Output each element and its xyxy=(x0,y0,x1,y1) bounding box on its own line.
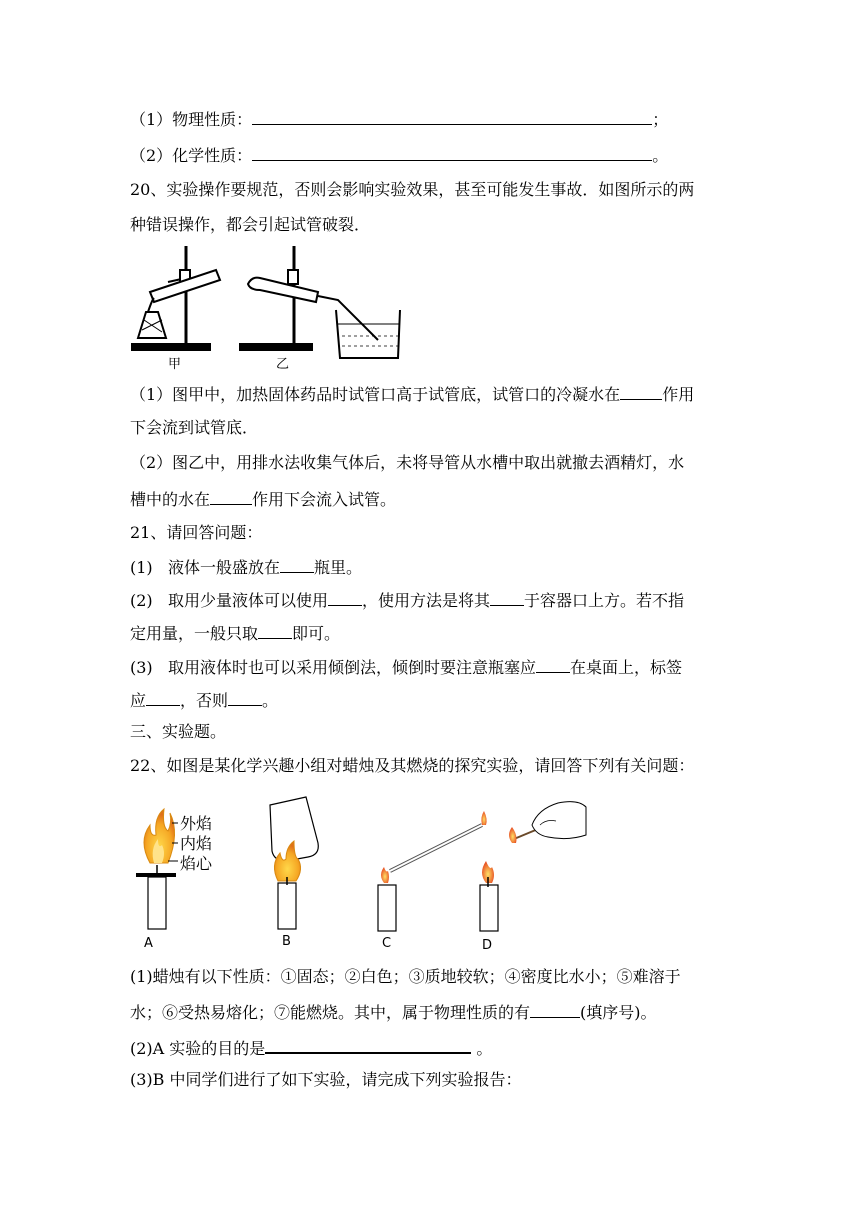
q22-intro: 22、如图是某化学兴趣小组对蜡烛及其燃烧的探究实验，请回答下列有关问题： xyxy=(130,756,695,775)
q20-p2-line-1: （2）图乙中，用排水法收集气体后，未将导管从水槽中取出就撤去酒精灯，水 xyxy=(130,453,685,472)
q20-intro-line-1: 20、实验操作要规范，否则会影响实验效果，甚至可能发生事故．如图所示的两 xyxy=(130,180,695,199)
q21-item-3-text-d: ，否则 xyxy=(180,691,229,710)
q22-p3-line: (3)B 中同学们进行了如下实验，请完成下列实验报告： xyxy=(130,1070,522,1089)
label-d: D xyxy=(482,938,493,953)
label-b: B xyxy=(282,934,291,949)
q22-p1-line-2 xyxy=(130,1001,657,1023)
q21-item-2-line-1 xyxy=(130,589,684,611)
q21-item-3-text-a: 取用液体时也可以采用倾倒法，倾倒时要注意瓶塞应 xyxy=(168,658,537,677)
q21-item-2-line-2 xyxy=(130,622,340,644)
q21-item-3-text-b: 在桌面上，标签 xyxy=(570,658,683,677)
label-a: A xyxy=(144,936,153,951)
q21-item-1 xyxy=(130,556,362,578)
q21-item-3-text-e: 。 xyxy=(262,691,279,710)
candle-a xyxy=(136,809,178,929)
label-outer-flame: 外焰 xyxy=(180,814,213,833)
q20-p2-text-b: 槽中的水在 xyxy=(130,490,211,509)
q22-p1-text-c: (填序号)。 xyxy=(580,1003,657,1022)
q20-p1-blank[interactable] xyxy=(620,383,662,400)
q21-item-2-text-e: 即可。 xyxy=(292,624,341,643)
q19-chemical-line xyxy=(130,144,668,166)
q21-item-3-num: (3) xyxy=(130,658,153,677)
q20-p1-text-a: （1）图甲中，加热固体药品时试管口高于试管底，试管口的冷凝水在 xyxy=(130,385,621,404)
candle-d xyxy=(480,802,586,931)
fig-label-jia: 甲 xyxy=(168,357,182,372)
q20-p1-text-b: 作用 xyxy=(662,385,695,404)
q22-p2-text-b: 。 xyxy=(471,1039,493,1058)
q19-physical-blank[interactable] xyxy=(252,108,652,125)
q22-p1-text-b: 水；⑥受热易熔化；⑦能燃烧。其中，属于物理性质的有 xyxy=(130,1003,531,1022)
q21-item-3-blank-1[interactable] xyxy=(536,656,570,673)
q21-title: 21、请回答问题： xyxy=(130,523,263,542)
q21-item-2-text-d: 定用量，一般只取 xyxy=(130,624,259,643)
q21-item-2-blank-2[interactable] xyxy=(490,589,524,606)
q22-p2-blank[interactable] xyxy=(265,1036,471,1054)
q21-item-2-blank-1[interactable] xyxy=(328,589,362,606)
q20-intro-line-2: 种错误操作，都会引起试管破裂． xyxy=(130,215,371,234)
q21-item-2-text-b: ，使用方法是将其 xyxy=(362,591,491,610)
q21-item-3-line-1 xyxy=(130,656,682,678)
q19-chemical-end: 。 xyxy=(652,146,669,165)
q20-p1-line-2: 下会流到试管底． xyxy=(130,418,259,437)
q19-physical-line xyxy=(130,108,668,130)
q21-item-3-blank-3[interactable] xyxy=(228,689,262,706)
q22-p2-text-a: (2)A 实验的目的是 xyxy=(130,1039,266,1058)
q21-item-3-line-2 xyxy=(130,689,278,711)
q21-item-2-blank-3[interactable] xyxy=(258,622,292,639)
label-c: C xyxy=(382,936,392,951)
q21-item-2-text-a: 取用少量液体可以使用 xyxy=(168,591,329,610)
candle-c xyxy=(378,811,487,931)
q22-figure xyxy=(128,795,588,955)
q20-figure xyxy=(128,240,408,370)
q21-item-1-blank[interactable] xyxy=(280,556,314,573)
q20-p2-text-c: 作用下会流入试管。 xyxy=(252,490,397,509)
apparatus-jia xyxy=(132,246,220,350)
label-inner-flame: 内焰 xyxy=(180,834,213,853)
q19-chemical-blank[interactable] xyxy=(252,144,652,161)
q22-p1-line-1: (1)蜡烛有以下性质：①固态；②白色；③质地较软；④密度比水小；⑤难溶于 xyxy=(130,967,681,986)
q21-item-3-text-c: 应 xyxy=(130,691,147,710)
q22-p1-blank[interactable] xyxy=(530,1001,580,1018)
q20-p2-blank[interactable] xyxy=(210,488,252,505)
q20-p1-line-1 xyxy=(130,383,694,405)
fig-label-yi: 乙 xyxy=(276,357,290,372)
q19-physical-end: ； xyxy=(652,110,669,129)
q21-item-2-text-c: 于容器口上方。若不指 xyxy=(524,591,685,610)
q21-item-1-text-a: 液体一般盛放在 xyxy=(168,558,281,577)
q22-p2-line xyxy=(130,1036,492,1059)
q21-item-3-blank-2[interactable] xyxy=(146,689,180,706)
q20-p2-line-2 xyxy=(130,488,396,510)
q21-item-1-text-b: 瓶里。 xyxy=(314,558,363,577)
q19-chemical-label: （2）化学性质： xyxy=(130,146,253,165)
label-flame-core: 焰心 xyxy=(180,854,213,873)
q19-physical-label: （1）物理性质： xyxy=(130,110,253,129)
candle-b xyxy=(270,797,318,929)
q21-item-1-num: (1) xyxy=(130,558,153,577)
section-3-heading: 三、实验题。 xyxy=(130,722,227,741)
q21-item-2-num: (2) xyxy=(130,591,153,610)
apparatus-yi xyxy=(240,246,400,358)
